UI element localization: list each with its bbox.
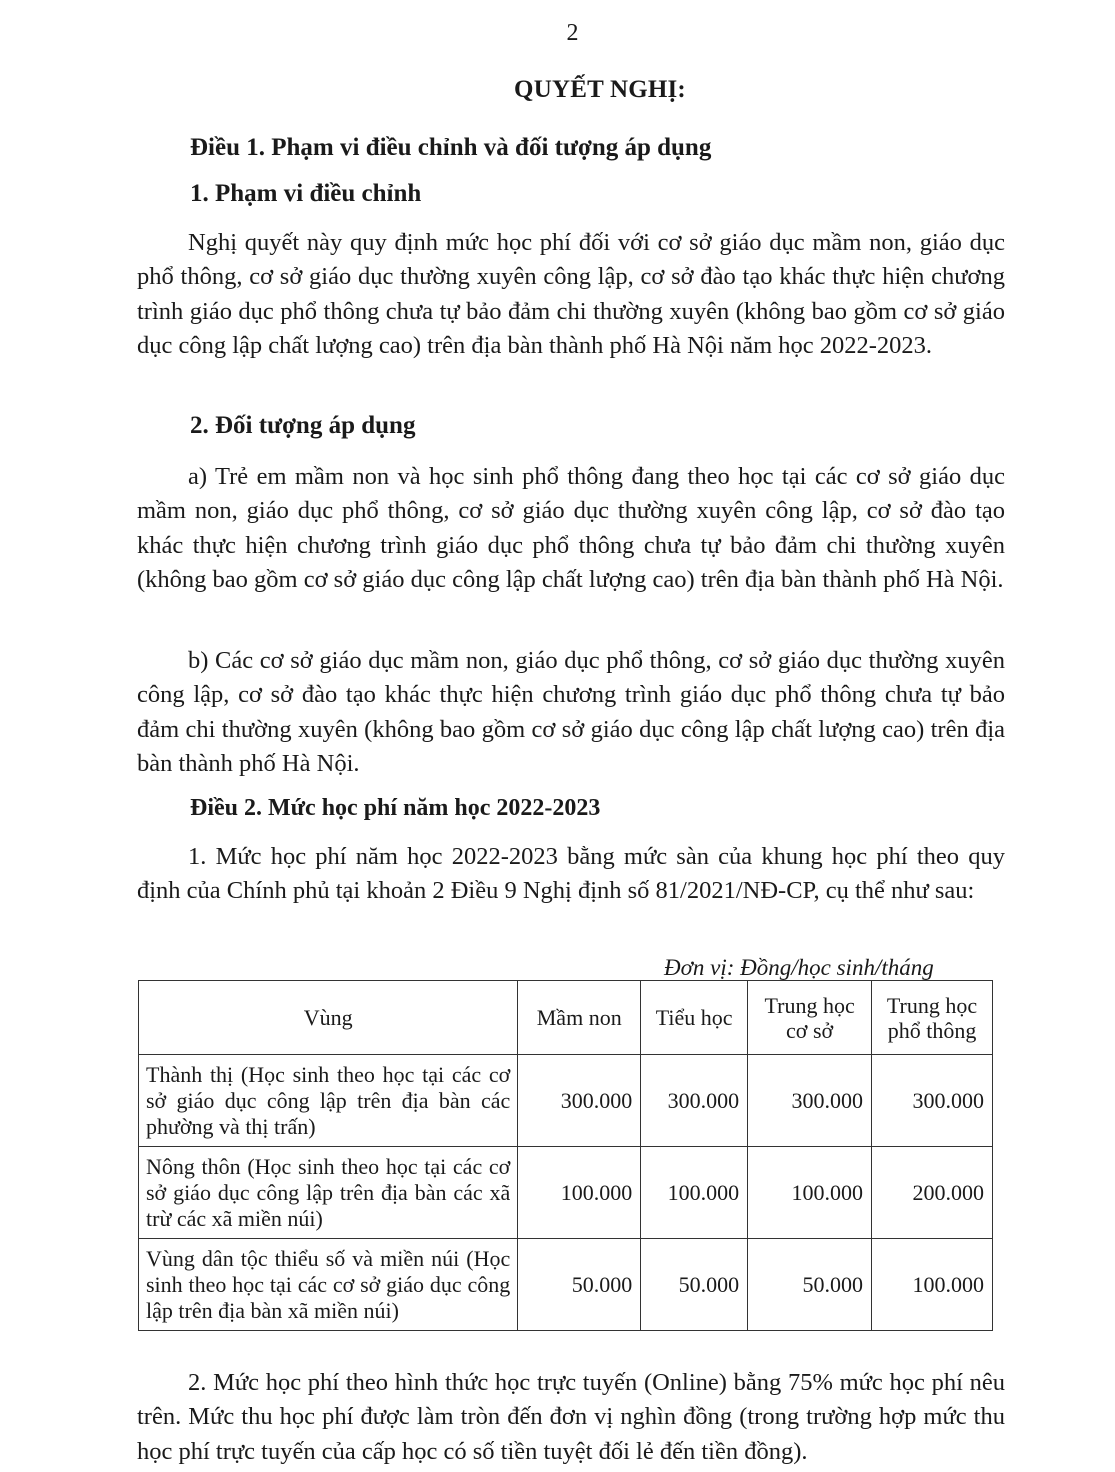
fee-cell: 300.000 xyxy=(748,1055,872,1147)
page-number: 2 xyxy=(566,20,579,46)
header-region: Vùng xyxy=(139,981,518,1055)
fee-cell: 100.000 xyxy=(872,1239,993,1331)
section-1-paragraph: Nghị quyết này quy định mức học phí đối với cơ sở giáo dục mầm non, giáo dục phổ thông, cơ sở giáo dục thường xuyên công lập, cơ sở đào tạo khác thực hiện chương trình giáo dục phổ thông chưa tự bảo đảm chi thường xuyên (không bao gồm cơ sở giáo dục công lập chất lượng cao) trên địa bàn thành phố Hà Nội năm học 2022-2023. xyxy=(137,229,1005,360)
fee-cell: 100.000 xyxy=(641,1147,748,1239)
fee-cell: 300.000 xyxy=(641,1055,748,1147)
table-row xyxy=(139,1147,993,1239)
resolution-title: QUYẾT NGHỊ: xyxy=(514,76,686,103)
table-header-row xyxy=(139,981,993,1055)
region-cell: Thành thị (Học sinh theo học tại các cơ sở giáo dục công lập trên địa bàn các phường và thị trấn) xyxy=(139,1055,518,1147)
section-1-heading: 1. Phạm vi điều chỉnh xyxy=(190,180,422,207)
clause-2-paragraph: 2. Mức học phí theo hình thức học trực tuyến (Online) bằng 75% mức học phí nêu trên. Mức thu học phí được làm tròn đến đơn vị nghìn đồng (trong trường hợp mức thu học phí trực tuyến của cấp học có số tiền tuyệt đối lẻ đến tiền đồng). xyxy=(137,1369,1005,1465)
region-cell: Nông thôn (Học sinh theo học tại các cơ sở giáo dục công lập trên địa bàn các xã trừ các xã miền núi) xyxy=(139,1147,518,1239)
fee-cell: 50.000 xyxy=(518,1239,641,1331)
fee-cell: 300.000 xyxy=(872,1055,993,1147)
table-row xyxy=(139,1239,993,1331)
item-a-paragraph: a) Trẻ em mầm non và học sinh phổ thông đang theo học tại các cơ sở giáo dục mầm non, giáo dục phổ thông, cơ sở giáo dục thường xuyên công lập, cơ sở đào tạo khác thực hiện chương trình giáo dục phổ thông chưa tự bảo đảm chi thường xuyên (không bao gồm cơ sở giáo dục công lập chất lượng cao) trên địa bàn thành phố Hà Nội. xyxy=(137,463,1005,594)
fee-cell: 50.000 xyxy=(641,1239,748,1331)
section-2-heading: 2. Đối tượng áp dụng xyxy=(190,412,416,439)
header-preschool: Mầm non xyxy=(518,981,641,1055)
item-b-paragraph: b) Các cơ sở giáo dục mầm non, giáo dục phổ thông, cơ sở giáo dục thường xuyên công lập, cơ sở đào tạo khác thực hiện chương trình giáo dục phổ thông chưa tự bảo đảm chi thường xuyên (không bao gồm cơ sở giáo dục công lập chất lượng cao) trên địa bàn thành phố Hà Nội. xyxy=(137,647,1005,778)
header-upper-secondary: Trung học phổ thông xyxy=(872,981,993,1055)
article-2-heading: Điều 2. Mức học phí năm học 2022-2023 xyxy=(190,795,601,821)
table-row xyxy=(139,1055,993,1147)
fee-cell: 300.000 xyxy=(518,1055,641,1147)
clause-1-paragraph: 1. Mức học phí năm học 2022-2023 bằng mức sàn của khung học phí theo quy định của Chính phủ tại khoản 2 Điều 9 Nghị định số 81/2021/NĐ-CP, cụ thể như sau: xyxy=(137,843,1005,905)
fee-cell: 200.000 xyxy=(872,1147,993,1239)
header-primary: Tiểu học xyxy=(641,981,748,1055)
unit-note: Đơn vị: Đồng/học sinh/tháng xyxy=(664,955,934,980)
fee-cell: 50.000 xyxy=(748,1239,872,1331)
header-lower-secondary: Trung học cơ sở xyxy=(748,981,872,1055)
fee-cell: 100.000 xyxy=(748,1147,872,1239)
tuition-fee-table xyxy=(138,980,993,1331)
fee-cell: 100.000 xyxy=(518,1147,641,1239)
region-cell: Vùng dân tộc thiểu số và miền núi (Học sinh theo học tại các cơ sở giáo dục công lập trên địa bàn xã miền núi) xyxy=(139,1239,518,1331)
article-1-heading: Điều 1. Phạm vi điều chỉnh và đối tượng áp dụng xyxy=(190,134,712,161)
